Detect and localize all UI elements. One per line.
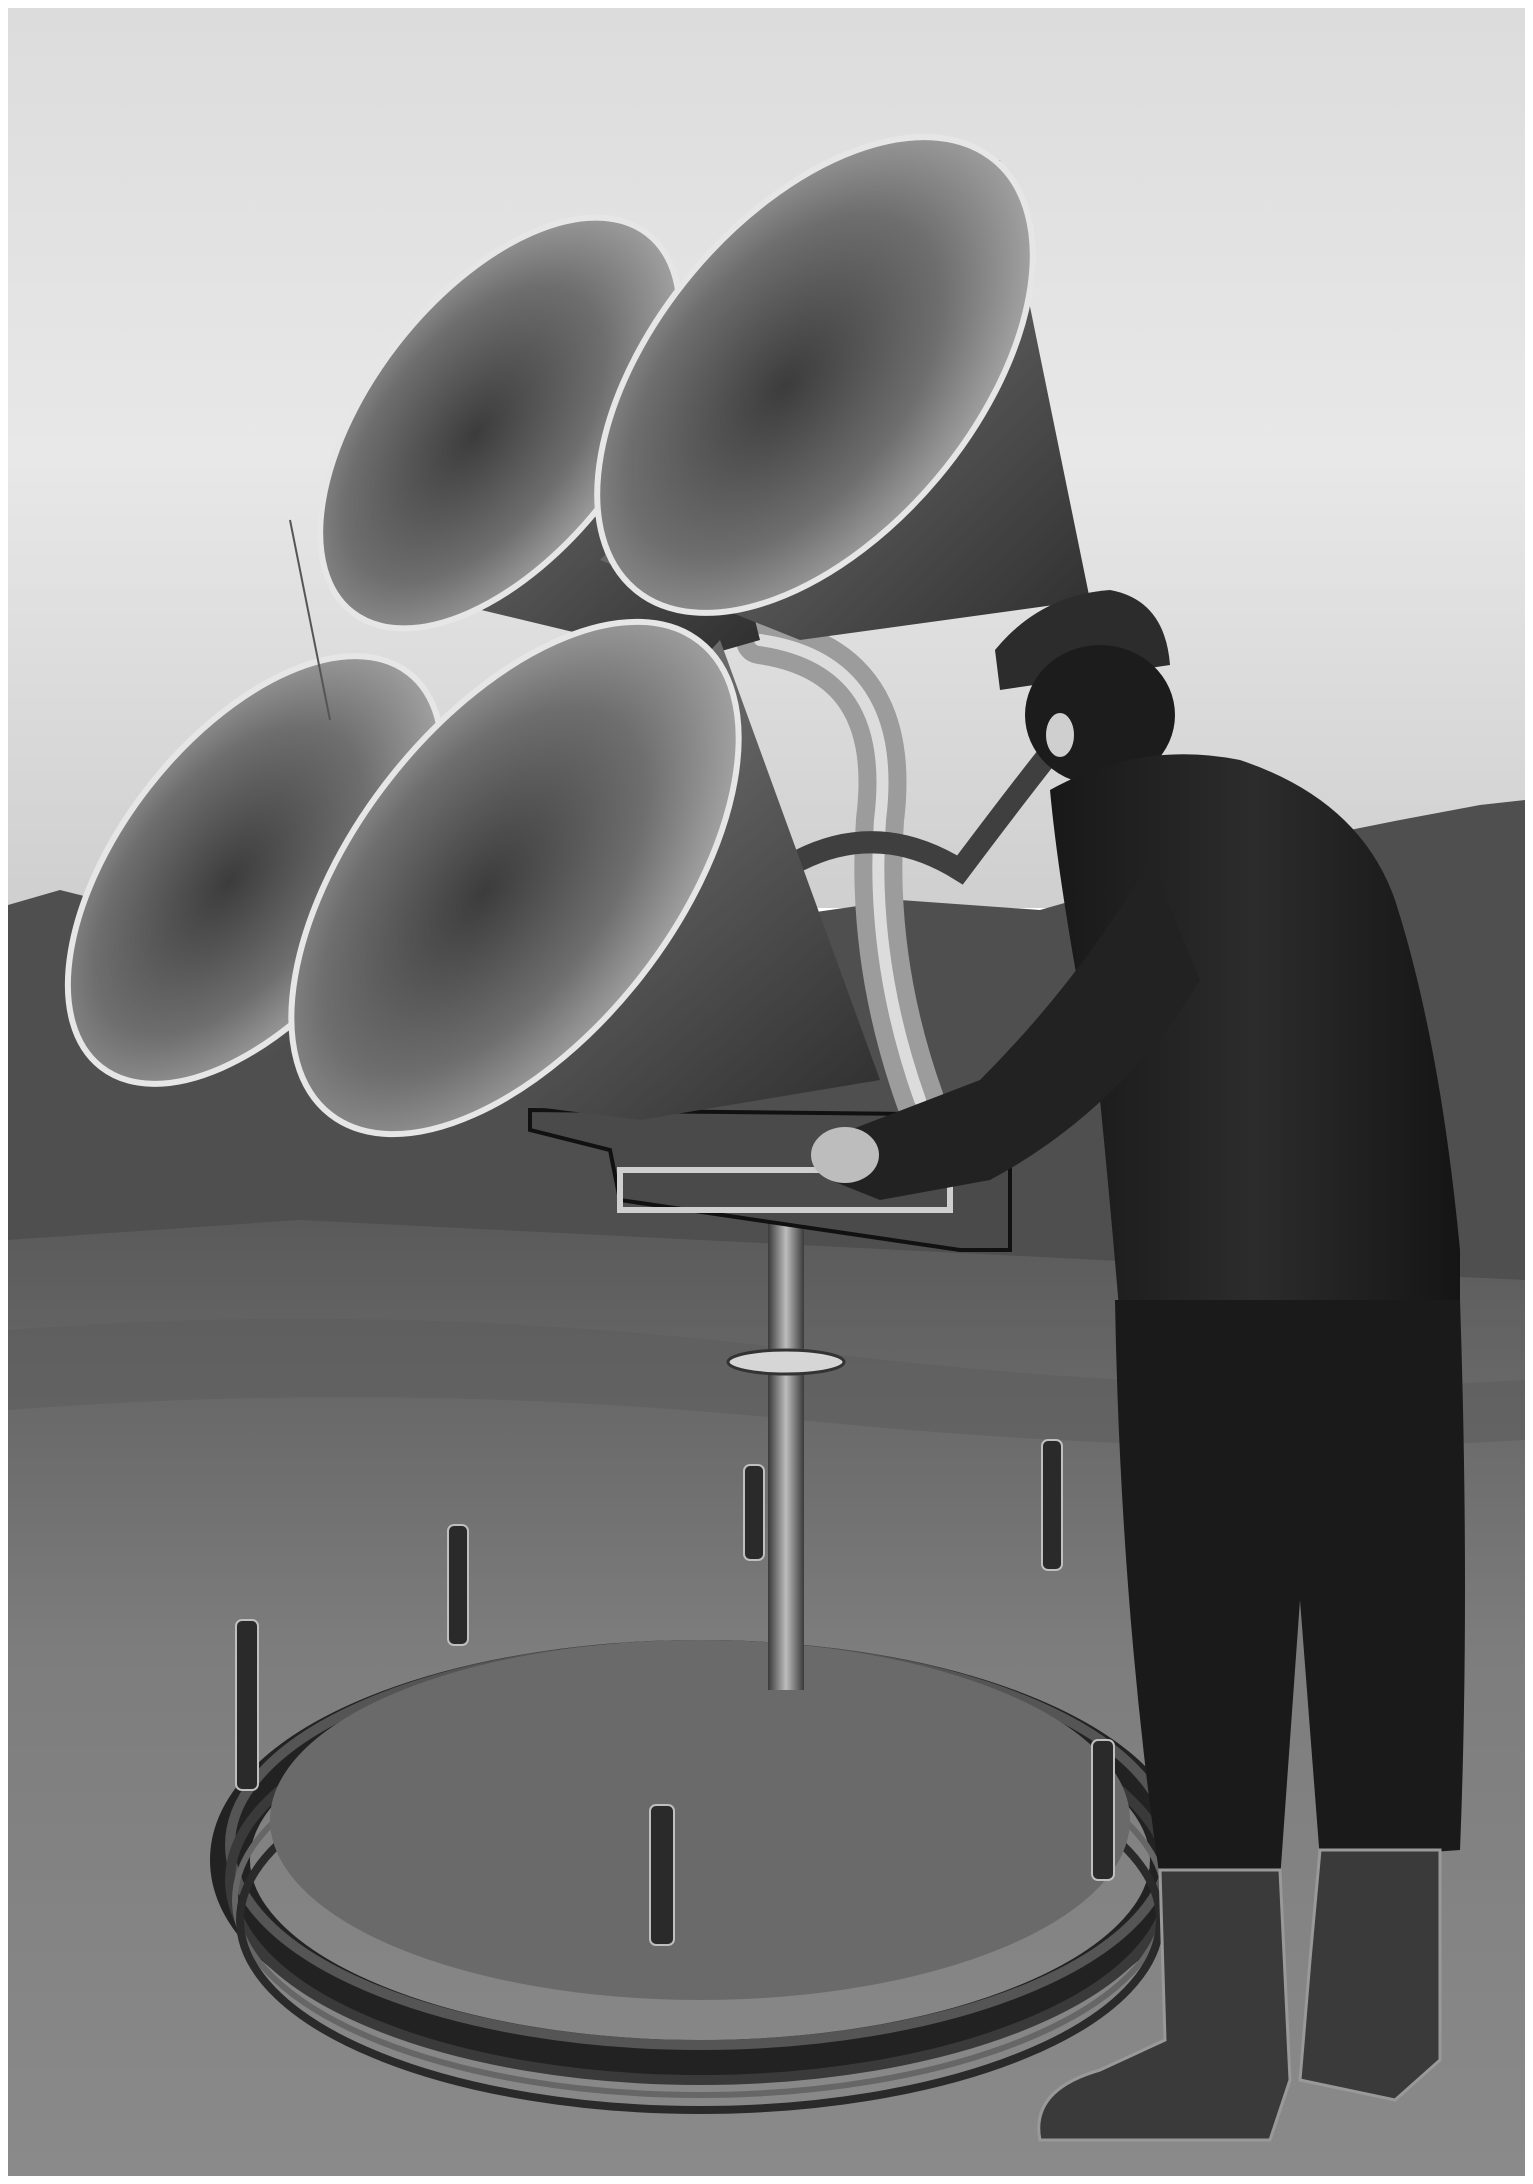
soldier-hand [811, 1127, 879, 1183]
soldier-boot-right [1300, 1850, 1440, 2100]
pole-collar [728, 1350, 844, 1374]
mount-pole [768, 1195, 804, 1690]
earth-mound [270, 1640, 1130, 2000]
